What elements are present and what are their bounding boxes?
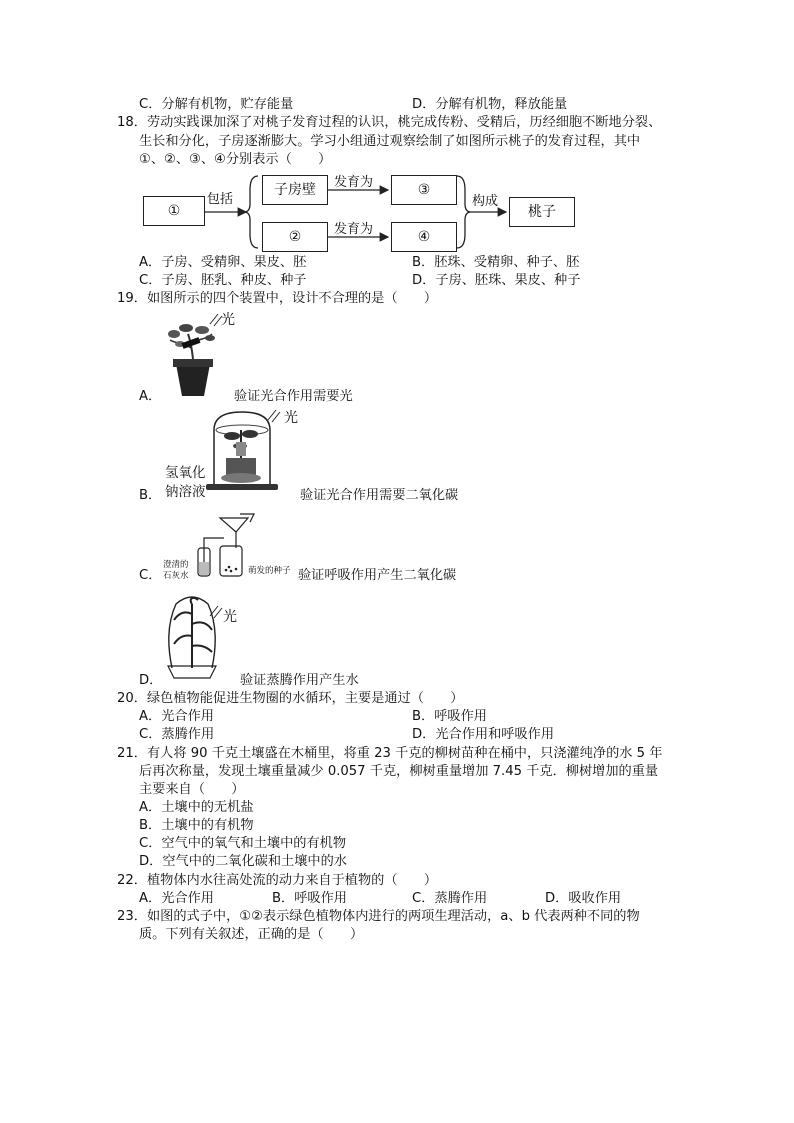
q22-option-c: C．蒸腾作用 bbox=[412, 891, 488, 906]
box-1: ① bbox=[143, 196, 205, 226]
q19-b-light-label: 光 bbox=[284, 410, 298, 426]
q22-option-b: B．呼吸作用 bbox=[272, 891, 347, 906]
box-peach: 桃子 bbox=[509, 197, 575, 227]
q19-d-letter: D． bbox=[139, 673, 163, 688]
q17-option-c: C．分解有机物，贮存能量 bbox=[139, 97, 294, 112]
q21-option-a: A．土壤中的无机盐 bbox=[139, 800, 254, 815]
q19-b-label-2: 钠溶液 bbox=[165, 484, 206, 500]
develop-label-2: 发育为 bbox=[334, 222, 374, 237]
q21-stem-line2: 后再次称量，发现土壤重量减少 0.057 千克，柳树重量增加 7.45 千克．柳树增加的重量 bbox=[139, 764, 659, 779]
q19-b-caption: 验证光合作用需要二氧化碳 bbox=[300, 488, 459, 503]
q18-stem-line3: ①、②、③、④分别表示（ ） bbox=[139, 152, 332, 167]
q21-option-d: D．空气中的二氧化碳和土壤中的水 bbox=[139, 854, 347, 869]
q18-option-a: A．子房、受精卵、果皮、胚 bbox=[139, 255, 307, 270]
q19-a-letter: A． bbox=[139, 389, 162, 404]
q19-a-caption: 验证光合作用需要光 bbox=[234, 389, 353, 404]
q18-stem-line2: 生长和分化，子房逐渐膨大。学习小组通过观察绘制了如图所示桃子的发育过程，其中 bbox=[139, 134, 641, 149]
q20-option-c: C．蒸腾作用 bbox=[139, 727, 215, 742]
q19-c-water-label-2: 石灰水 bbox=[163, 571, 189, 581]
right-brace bbox=[457, 176, 471, 248]
box-2: ② bbox=[262, 222, 328, 252]
constitute-label: 构成 bbox=[472, 194, 499, 209]
box-4: ④ bbox=[391, 222, 457, 252]
q20-option-b: B．呼吸作用 bbox=[412, 709, 487, 724]
q21-stem-line3: 主要来自（ ） bbox=[139, 782, 245, 797]
q19-b-bell-jar-figure bbox=[202, 408, 282, 493]
q19-d-light-label: 光 bbox=[223, 609, 237, 625]
q20-stem: 20．绿色植物能促进生物圈的水循环，主要是通过（ ） bbox=[117, 691, 464, 706]
q19-d-caption: 验证蒸腾作用产生水 bbox=[240, 673, 359, 688]
q19-c-letter: C． bbox=[139, 568, 162, 583]
q19-a-light-label: 光 bbox=[221, 312, 235, 328]
q23-stem-line2: 质。下列有关叙述，正确的是（ ） bbox=[139, 927, 364, 942]
q19-b-label-1: 氢氧化 bbox=[165, 465, 206, 481]
q20-option-a: A．光合作用 bbox=[139, 709, 214, 724]
q19-a-potted-plant-figure bbox=[158, 312, 228, 397]
q17-option-d: D．分解有机物，释放能量 bbox=[412, 97, 568, 112]
q18-option-c: C．子房、胚乳、种皮、种子 bbox=[139, 273, 307, 288]
include-label: 包括 bbox=[207, 192, 234, 207]
q19-b-letter: B． bbox=[139, 488, 162, 503]
q20-option-d: D．光合作用和呼吸作用 bbox=[412, 727, 555, 742]
q19-c-caption: 验证呼吸作用产生二氧化碳 bbox=[298, 568, 457, 583]
q19-d-plant-bag-figure bbox=[158, 590, 228, 680]
q22-stem: 22．植物体内水往高处流的动力来自于植物的（ ） bbox=[117, 873, 438, 888]
q21-stem-line1: 21．有人将 90 千克土壤盛在木桶里，将重 23 千克的柳树苗种在桶中，只浇灌纯净的水 5 年 bbox=[117, 746, 663, 761]
q19-c-seed-label: 萌发的种子 bbox=[248, 566, 291, 576]
q19-c-water-label-1: 澄清的 bbox=[163, 560, 189, 570]
q22-option-d: D．吸收作用 bbox=[545, 891, 622, 906]
q18-option-d: D．子房、胚珠、果皮、种子 bbox=[412, 273, 581, 288]
q18-stem-line1: 18．劳动实践课加深了对桃子发育过程的认识，桃完成传粉、受精后，历经细胞不断地分裂、 bbox=[117, 115, 662, 130]
q21-option-b: B．土壤中的有机物 bbox=[139, 818, 254, 833]
q18-option-b: B．胚珠、受精卵、种子、胚 bbox=[412, 255, 580, 270]
q19-stem: 19．如图所示的四个装置中，设计不合理的是（ ） bbox=[117, 291, 438, 306]
q23-stem-line1: 23．如图的式子中，①②表示绿色植物体内进行的两项生理活动，a、b 代表两种不同的物 bbox=[117, 909, 640, 924]
left-brace bbox=[244, 176, 258, 248]
box-3: ③ bbox=[391, 175, 457, 205]
develop-label-1: 发育为 bbox=[334, 175, 374, 190]
q21-option-c: C．空气中的氧气和土壤中的有机物 bbox=[139, 836, 347, 851]
q22-option-a: A．光合作用 bbox=[139, 891, 214, 906]
box-ovary-wall: 子房壁 bbox=[262, 175, 328, 205]
